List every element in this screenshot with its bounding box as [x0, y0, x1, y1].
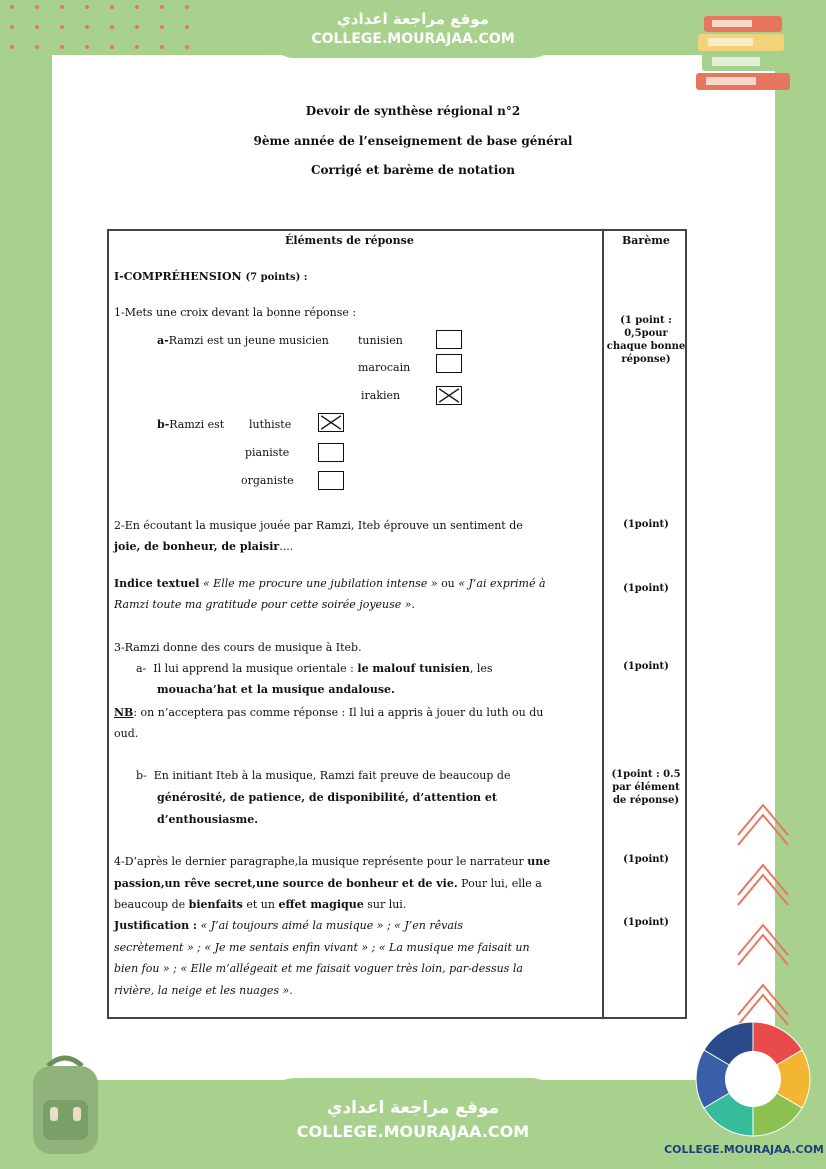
- checkbox-marocain[interactable]: [436, 354, 462, 373]
- q3b-text: En initiant Iteb à la musique, Ramzi fait preuve de beaucoup de: [153, 769, 511, 782]
- books-icon: [690, 8, 800, 93]
- checkbox-tunisien[interactable]: [436, 330, 462, 349]
- q1a-option-2: marocain: [358, 361, 411, 374]
- question-2: 2-En écoutant la musique jouée par Ramzi, Iteb éprouve un sentiment de: [114, 519, 523, 532]
- checkbox-organiste[interactable]: [318, 471, 344, 490]
- doc-title-line2: 9ème année de l’enseignement de base général: [253, 134, 573, 148]
- indice-or: ou: [441, 577, 455, 590]
- q4-answer-c: bienfaits: [188, 898, 243, 911]
- q1b-text: Ramzi est: [169, 418, 225, 431]
- col-header-bareme: Barème: [622, 234, 670, 247]
- indice-line2: Ramzi toute ma gratitude pour cette soirée joyeuse ».: [114, 598, 416, 611]
- cross-icon: [319, 414, 343, 431]
- q3a-score: (1point): [623, 661, 669, 672]
- q1-score: (1 point : 0,5pour chaque bonne réponse): [606, 315, 686, 365]
- q1a-text: Ramzi est un jeune musicien: [168, 334, 329, 347]
- q2-answer: joie, de bonheur, de plaisir: [114, 540, 280, 553]
- justification-line1: [114, 915, 463, 936]
- q1a-prefix: a-: [157, 334, 169, 347]
- q3b-line1: [136, 765, 510, 786]
- q4-score: (1point): [623, 854, 669, 865]
- indice-label: Indice textuel: [114, 577, 200, 590]
- justification-line2: secrètement » ; « Je me sentais enfin vivant » ; « La musique me faisait un: [114, 941, 530, 954]
- site-banner-bottom[interactable]: [265, 1078, 561, 1169]
- question-4-line1: [114, 851, 550, 872]
- q3a-line1: [136, 658, 493, 679]
- justification-score: (1point): [623, 917, 669, 928]
- q1a-option-3: irakien: [361, 389, 401, 402]
- question-4-line3: [114, 894, 406, 915]
- q3b-answer2: d’enthousiasme.: [157, 813, 259, 826]
- q2-answer-line: [114, 536, 293, 557]
- doc-title-line3: Corrigé et barème de notation: [310, 163, 516, 177]
- q3a-text: Il lui apprend la musique orientale :: [153, 662, 354, 675]
- q4-text2: Pour lui, elle a: [461, 877, 542, 890]
- question-1: 1-Mets une croix devant la bonne réponse :: [114, 306, 357, 319]
- q4-text3: beaucoup de: [114, 898, 186, 911]
- q1b-option-2: pianiste: [245, 446, 290, 459]
- site-arabic-name-bottom: موقع مراجعة اعدادي: [326, 1098, 500, 1118]
- q1b-prefix: b-: [157, 418, 170, 431]
- q3a-answer: le malouf tunisien: [357, 662, 470, 675]
- cross-icon: [437, 387, 461, 404]
- site-url: COLLEGE.MOURAJAA.COM: [311, 31, 515, 47]
- q1a-option-1: tunisien: [358, 334, 403, 347]
- question-3: 3-Ramzi donne des cours de musique à Iteb.: [114, 641, 362, 654]
- q4-text: 4-D’après le dernier paragraphe,la musique représente pour le narrateur: [114, 855, 524, 868]
- nb-label: NB: [114, 706, 134, 719]
- indice-quote2: « J’ai exprimé à: [458, 577, 546, 590]
- section-points: (7 points) :: [245, 272, 308, 283]
- checkbox-irakien-checked[interactable]: [436, 386, 462, 405]
- q4-answer-b: passion,un rêve secret,une source de bonheur et de vie.: [114, 877, 458, 890]
- q4-text4: et un: [246, 898, 275, 911]
- doc-title-line1: Devoir de synthèse régional n°2: [305, 104, 521, 118]
- q4-answer-a: une: [527, 855, 551, 868]
- site-banner-top[interactable]: [265, 0, 561, 58]
- site-arabic-name: موقع مراجعة اعدادي: [337, 10, 489, 28]
- nb-line2: oud.: [114, 727, 139, 740]
- justif-text1: « J’ai toujours aimé la musique » ; « J’en rêvais: [200, 919, 464, 932]
- indice-quote1: « Elle me procure une jubilation intense »: [202, 577, 438, 590]
- nb-line1: [114, 702, 543, 723]
- justification-line3: bien fou » ; « Elle m’allégeait et me faisait voguer très loin, par-dessus la: [114, 962, 523, 975]
- q1b-option-3: organiste: [241, 474, 294, 487]
- section-comprehension: [114, 266, 308, 288]
- q3b-prefix: b-: [136, 769, 147, 782]
- question-1a: [157, 330, 329, 351]
- col-header-elements: Éléments de réponse: [285, 234, 414, 247]
- question-4-line2: [114, 873, 542, 894]
- chevron-up-decoration-icon: [733, 790, 793, 1030]
- indice-line1: [114, 573, 546, 594]
- justification-line4: rivière, la neige et les nuages ».: [114, 984, 293, 997]
- nb-text: : on n’acceptera pas comme réponse : Il lui a appris à jouer du luth ou du: [133, 706, 544, 719]
- q1b-option-1: luthiste: [249, 418, 292, 431]
- q3b-score: (1point : 0.5 par élément de réponse): [611, 769, 681, 806]
- indice-score: (1point): [623, 583, 669, 594]
- table-column-divider: [602, 229, 604, 1019]
- q3a-prefix: a-: [136, 662, 147, 675]
- logo-caption: COLLEGE.MOURAJAA.COM: [664, 1143, 824, 1156]
- backpack-icon: [18, 1052, 113, 1157]
- q3a-text2: , les: [469, 662, 493, 675]
- q4-text5: sur lui.: [367, 898, 407, 911]
- q4-answer-d: effet magique: [278, 898, 364, 911]
- q2-score: (1point): [623, 519, 669, 530]
- q3a-answer2: mouacha’hat et la musique andalouse.: [157, 683, 395, 696]
- checkbox-pianiste[interactable]: [318, 443, 344, 462]
- school-subjects-wheel-logo-icon: [694, 1020, 812, 1138]
- justif-label: Justification :: [114, 919, 197, 932]
- decorative-dots: [0, 0, 210, 60]
- section-title: I-COMPRÉHENSION: [114, 270, 242, 283]
- q3b-answer1: générosité, de patience, de disponibilité, d’attention et: [157, 791, 497, 804]
- question-1b: [157, 414, 224, 435]
- site-url-bottom: COLLEGE.MOURAJAA.COM: [296, 1122, 530, 1141]
- q2-ellipsis: ....: [279, 540, 294, 553]
- checkbox-luthiste-checked[interactable]: [318, 413, 344, 432]
